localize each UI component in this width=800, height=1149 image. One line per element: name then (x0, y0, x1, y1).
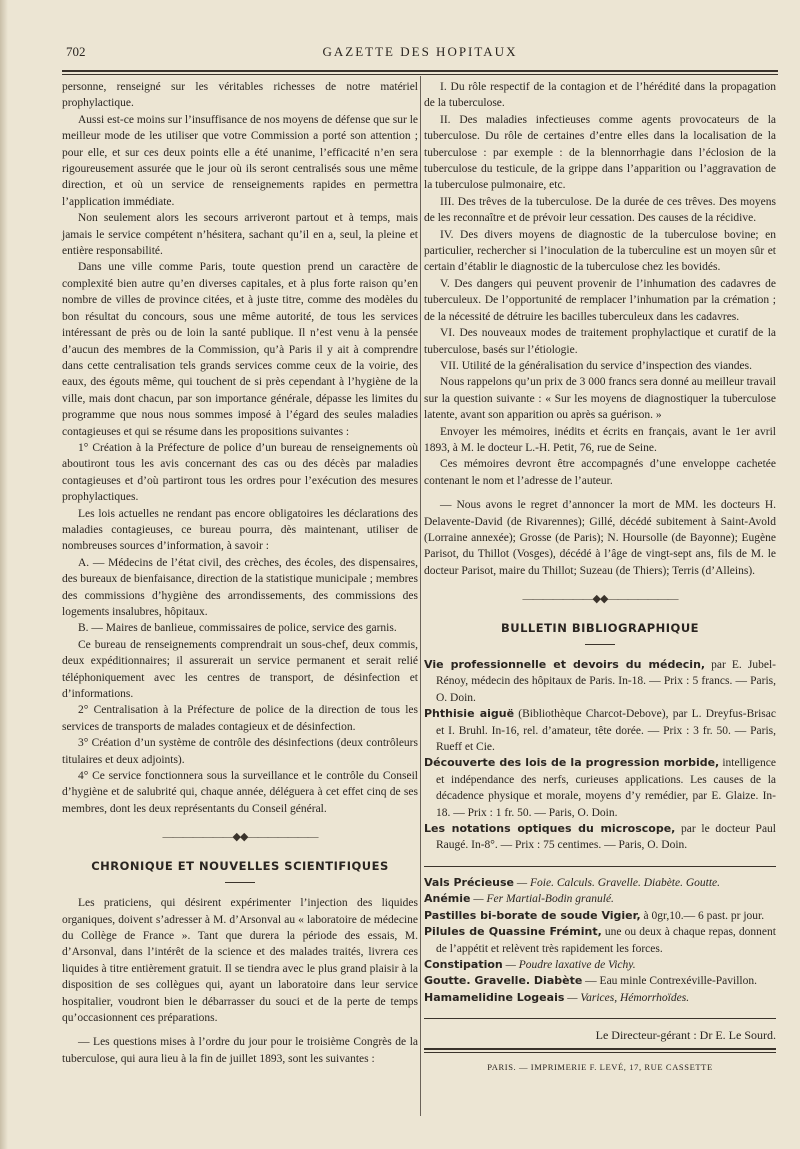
ads-rule (424, 866, 776, 867)
paragraph: Non seulement alors les secours arriveront partout et à temps, mais jamais le service compétent n’hésitera, sachant qu’il en a, seul, la pleine et entière responsabilité. (62, 212, 418, 258)
header-rule (62, 70, 778, 75)
column-divider (420, 76, 421, 1116)
chronique-title: CHRONIQUE ET NOUVELLES SCIENTIFIQUES (91, 858, 389, 873)
paragraph: IV. Des divers moyens de diagnostic de la tuberculose bovine; en particulier, rechercher si l’inoculation de la tuberculine est un moyen sûr et certain d’établir le diagnostic de la tuberculose chez les bovidés. (424, 228, 776, 274)
paragraph: I. Du rôle respectif de la contagion et de l’hérédité dans la propagation de la tuberculose. (424, 81, 776, 110)
page-number: 702 (66, 44, 86, 59)
paragraph: V. Des dangers qui peuvent provenir de l’inhumation des cadavres de tuberculeux. De l’opportunité de remplacer l’inhumation par la crémation ; de la nécessité de détruire les bacilles tuberculeux dans les cadavres. (424, 277, 776, 323)
advertisement: Constipation — Poudre laxative de Vichy. (424, 957, 636, 971)
paragraph: Ces mémoires devront être accompagnés d’une enveloppe cachetée contenant le nom et l’adresse de l’auteur. (424, 458, 776, 487)
obituary-paragraph: — Nous avons le regret d’annoncer la mort de MM. les docteurs H. Delavente-David (de Rivarennes); Gillé, décédé subitement à Saint-Avold (Lorraine annexée); Grosse (de Paris); N. Hoursolle (de Bayonne); Eugène Parisot, du Thillot (Vosges), décédé à l’âge de vingt-sept ans, fils de M. le docteur Parisot, maire du Thillot; Suzeau (de Thiers); Terris (d’Alleins). (424, 499, 776, 577)
paragraph: Aussi est-ce moins sur l’insuffisance de nos moyens de défense que sur le meilleur mode de les utiliser que votre Commission a porté son attention ; pour elle, et sur ces deux points elle a été unanime, l’efficacité n’en sera rigoureusement assurée que le jour où ils seront centralisés sous une même direction, et où un service de renseignements rapides en permettra l’application immédiate. (62, 113, 418, 208)
ornament-separator: ———————◆◆——————— (522, 593, 678, 606)
paragraph: B. — Maires de banlieue, commissaires de police, service des garnis. (78, 622, 397, 635)
ornament-separator: ———————◆◆——————— (162, 831, 318, 844)
director-signature: Le Directeur-gérant : Dr E. Le Sourd. (595, 1028, 776, 1043)
advertisement: Pastilles bi-borate de soude Vigier, à 0gr,10.— 6 past. pr jour. (424, 908, 765, 922)
journal-title: GAZETTE DES HOPITAUX (322, 44, 518, 59)
bibliography-item: Découverte des lois de la progression morbide, intelligence et indépendance des nerfs, curieuses applications. Les causes de la décadence physique et morale, moyens d’y remédier, par E. Glaize. In-18. — Prix : 1 fr. 50. — Paris, O. Doin. (424, 756, 776, 819)
advertisement: Hamamelidine Logeais — Varices, Hémorrhoïdes. (424, 990, 690, 1004)
paragraph: Dans une ville comme Paris, toute question prend un caractère de complexité bien autre qu’en diverses capitales, et à plus forte raison qu’en nombre de villes de province citées, et à juste titre, comme des modèles du bon résultat du concours, sous une même autorité, de tous les services intéressant de près ou de loin la santé publique. Il n’est venu à la pensée d’aucun des membres de la Commission, qu’à Paris il y ait à comprendre dans cette centralisation tels grands services comme ceux de la voirie, des eaux, des égouts même, qui touchent de si près cependant à l’hygiène de la ville, mais dont chacun, par son importance générale, dépasse les limites du programme que nous nous sommes imposé à l’égard des seules maladies contagieuses et qui se résume dans les propositions suivantes : (62, 261, 418, 438)
paragraph: 1° Création à la Préfecture de police d’un bureau de renseignements où aboutiront tous les avis concernant des cas ou des décès par maladies contagieuses et d’où partiront tous les ordres pour l’exécution des mesures prophylactiques. (62, 441, 418, 504)
paragraph: personne, renseigné sur les véritables richesses de notre matériel prophylactique. (62, 81, 418, 110)
paragraph: VII. Utilité de la généralisation du service d’inspection des viandes. (440, 359, 752, 372)
advertisement: Vals Précieuse — Foie. Calculs. Gravelle. Diabète. Goutte. (424, 875, 721, 889)
bibliography-item: Vie professionnelle et devoirs du médecin, par E. Jubel-Rénoy, médecin des hôpitaux de Paris. In-18. — Prix : 5 francs. — Paris, O. Doin. (424, 658, 776, 704)
paragraph: 3° Création d’un système de contrôle des désinfections (deux contrôleurs titulaires et deux adjoints). (62, 737, 418, 766)
paragraph: III. Des trêves de la tuberculose. De la durée de ces trêves. Des moyens de les reconnaître et de prévoir leur cessation. Des causes de la récidive. (424, 195, 776, 225)
paragraph: Les lois actuelles ne rendant pas encore obligatoires les déclarations des maladies contagieuses, ce bureau pourra, dès maintenant, utiliser de nombreuses sources d’information, à savoir : (62, 507, 418, 553)
paragraph: 4° Ce service fonctionnera sous la surveillance et le contrôle du Conseil d’hygiène et de salubrité qui, chaque année, déléguera à cet effet cinq de ses membres, dont les deux représentants du Conseil général. (62, 770, 418, 815)
advertisement: Anémie — Fer Martial-Bodin granulé. (424, 892, 614, 906)
page-edge (0, 0, 8, 1149)
footer-rule (424, 1048, 776, 1053)
paragraph: — Les questions mises à l’ordre du jour pour le troisième Congrès de la tuberculose, qui aura lieu à la fin de juillet 1893, sont les suivantes : (62, 1036, 418, 1065)
right-column (424, 79, 776, 1075)
title-rule (585, 644, 615, 645)
printer-imprint: PARIS. — IMPRIMERIE F. LEVÉ, 17, RUE CASSETTE (487, 1061, 713, 1072)
paragraph: A. — Médecins de l’état civil, des crèches, des écoles, des dispensaires, des bureaux de bienfaisance, direction de la statistique municipale ; membres des commissions d’hygiène des arrondissements, des commissions des logements insalubres, hôpitaux. (62, 556, 418, 618)
bibliography-item: Phthisie aiguë (Bibliothèque Charcot-Debove), par L. Dreyfus-Brisac et I. Bruhl. In-16, rel. d’amateur, tête dorée. — Prix : 3 fr. 50. — Paris, Rueff et Cie. (424, 707, 776, 754)
paragraph: II. Des maladies infectieuses comme agents provocateurs de la tuberculose. Du rôle de certaines d’entre elles dans la localisation de la tuberculose : par exemple : de la blennorrhagie dans l’éclosion de la tuberculose du testicule, de la grippe dans l’apparition ou l’aggravation de la tuberculose pulmonaire, etc. (424, 113, 776, 192)
bibliography-item: Les notations optiques du microscope, par le docteur Paul Raugé. In-8°. — Prix : 75 centimes. — Paris, O. Doin. (424, 822, 776, 852)
advertisement: Pilules de Quassine Frémint, une ou deux à chaque repas, donnent de l’appétit et relèvent très rapidement les forces. (424, 925, 776, 955)
paragraph: VI. Des nouveaux modes de traitement prophylactique et curatif de la tuberculose, basés sur l’étiologie. (424, 327, 776, 356)
director-rule (424, 1018, 776, 1019)
bulletin-title: BULLETIN BIBLIOGRAPHIQUE (500, 620, 700, 635)
paragraph: Nous rappelons qu’un prix de 3 000 francs sera donné au meilleur travail sur la question suivante : « Sur les moyens de diagnostiquer la tuberculose latente, avant son apparition ou après sa guérison. » (424, 376, 776, 422)
page-header (62, 40, 778, 70)
left-column (62, 79, 418, 1067)
paragraph: Envoyer les mémoires, inédits et écrits en français, avant le 1er avril 1893, à M. le docteur L.-H. Petit, 76, rue de Seine. (424, 425, 776, 454)
paragraph: 2° Centralisation à la Préfecture de police de la direction de tous les services de transports de malades contagieux et de désinfection. (62, 704, 418, 733)
title-rule (225, 882, 255, 883)
paragraph: Les praticiens, qui désirent expérimenter l’injection des liquides organiques, doivent s’adresser à M. d’Arsonval au « laboratoire de médecine du Collège de France ». Tant que durera la période des essais, M. d’Arsonval, dans l’intérêt de la science et des malades traités, livrera ces liquides à titre entièrement gratuit. Il se tiendra avec le plus grand plaisir à la disposition de ses collègues qui, ayant un laboratoire dans leur service hospitalier, voudront bien le débarrasser du souci et de la perte de temps qu’occasionnent ces préparations. (62, 897, 418, 1024)
advertisement: Goutte. Gravelle. Diabète — Eau minle Contrexéville-Pavillon. (424, 974, 757, 988)
paragraph: Ce bureau de renseignements comprendrait un sous-chef, deux commis, deux expéditionnaires; il assurerait un service permanent et serait relié téléphoniquement avec les centres de transport, de désinfection et d’informations. (62, 638, 418, 701)
